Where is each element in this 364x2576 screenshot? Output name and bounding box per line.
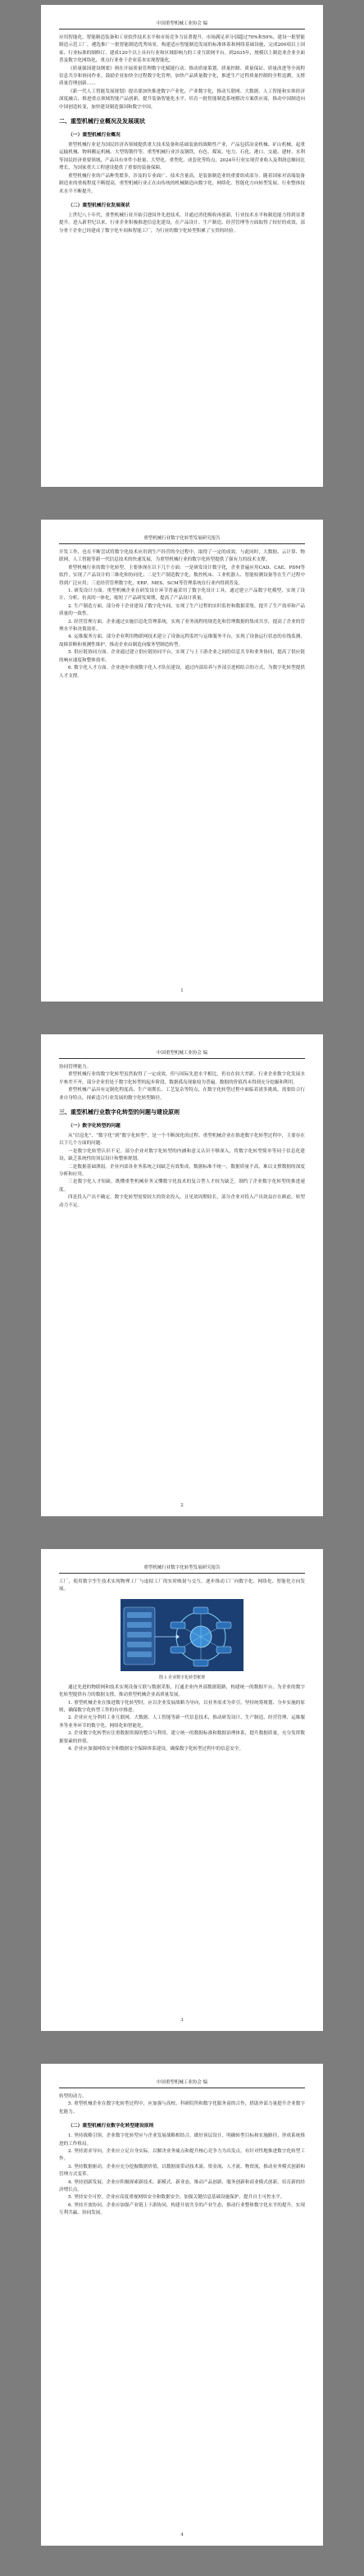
body-paragraph: 3. 坚持数据驱动。企业应充分挖掘数据价值，以数据流带动技术流、资金流、人才流、物资流，推动业务模式创新和管理方式变革。: [59, 2164, 305, 2178]
document-page: [41, 520, 323, 1002]
body-paragraph: 5. 重型机械企业在数字化转型过程中，应加强与高校、科研院所和数字化服务商的合作，借助外部力量提升企业数字化能力。: [59, 2101, 305, 2115]
body-paragraph: 上世纪八十年代，重型机械行业开始引进国外先进技术，并通过消化吸收再创新，行业技术水平和制造能力得到显著提升。进入新世纪以来，行业企业积极推进信息化建设，在产品设计、生产制造、经营管理等方面取得了较好的成效，部分骨干企业已经建成了数字化车间和智能工厂，为行业的数字化转型积累了宝贵的经验。: [59, 212, 305, 234]
body-paragraph: 转型的动力。: [59, 2094, 87, 2099]
body-paragraph: 重型机械行业的数字化转型，主要体现在以下几个方面：一是研发设计数字化，企业普遍应用CAD、CAE、PDM等软件，实现了产品设计的三维化和协同化；二是生产制造数字化，数控机床、工业机器人、智能检测设备等在生产过程中得到广泛应用；三是经营管理数字化，ERP、MES、SCM等管理系统在行业内得到普及。: [59, 565, 305, 586]
subsection-heading: （一）数字化转型的问题: [68, 1124, 121, 1129]
body-paragraph: 重型机械行业的数字化转型虽然取得了一定成效，但与国际先进水平相比，仍存在较大差距。行业企业数字化发展水平参差不齐，部分企业仍处于数字化转型的起步阶段，数据孤岛现象较为普遍，数据的价值尚未得到充分挖掘和利用。: [59, 1072, 305, 1085]
framework-diagram: [121, 1599, 243, 1671]
body-paragraph: 4. 企业应加强网络安全和数据安全保障体系建设，确保数字化转型过程中的信息安全。: [68, 1747, 244, 1752]
diagram-node: [193, 1607, 208, 1614]
body-paragraph: 重型机械行业的产品种类繁多，涉及的专业面广、技术含量高，是装备制造业的重要组成部分。随着国家对高端装备制造业的重视程度不断提高，重型机械行业正在由传统的机械制造向数字化、网络化、智能化方向转型发展，行业整体技术水平不断提升。: [59, 173, 305, 194]
body-paragraph: 三是数字化人才短缺。既懂重型机械业务又懂数字化技术的复合型人才较为缺乏，制约了企业数字化转型的推进速度。: [59, 1179, 305, 1193]
body-paragraph: 1. 重型机械企业在推进数字化转型时，应以企业发展战略为导向，以业务需求为牵引，坚持统筹规划、分步实施的原则，确保数字化转型工作的有序推进。: [59, 1700, 305, 1714]
body-paragraph: 6. 数字化人才方面。企业逐步重视数字化人才队伍建设，通过内部培养与外部引进相结合的方式，为数字化转型提供人才支撑。: [59, 666, 305, 679]
body-paragraph: 1. 坚持战略引领。企业数字化转型应与企业发展战略相结合，做好顶层设计，明确转型目标和实施路径，形成系统推进的工作格局。: [59, 2133, 305, 2147]
diagram-left-block: [127, 1622, 152, 1628]
body-paragraph: 工厂，使用数字孪生技术实现物理工厂与虚拟工厂的实时映射与交互，逐步推动工厂向数字化、网络化、智能化方向发展。: [59, 1579, 305, 1592]
body-paragraph: 从“信息化”、“数字化”到“数字化转型”，是一个不断深化的过程。重型机械企业在推进数字化转型过程中，主要存在以下几个方面的问题：: [59, 1134, 305, 1147]
diagram-node: [171, 1622, 185, 1629]
page-number: 3: [180, 2018, 184, 2023]
diagram-node: [193, 1660, 208, 1666]
body-paragraph: 《质量强国建设纲要》则在开展质量管理数字化赋能行动、推动质量策划、质量控制、质量保证、质量改进等全流程信息共享和协同作业，鼓励企业加快全过程数字化管理。加快产品质量数字化，推进生产过程质量控制的全程追溯，支撑质量管理创新……: [59, 66, 305, 87]
subsection-heading: （二）重型机械行业发展现状: [68, 202, 130, 208]
figure: [121, 1599, 243, 1671]
body-paragraph: 2. 坚持需求导向。企业应立足自身实际，以解决业务痛点和提升核心竞争力为出发点，有针对性地推进数字化转型工作。: [59, 2149, 305, 2162]
diagram-node: [216, 1622, 231, 1629]
diagram-node: [171, 1647, 185, 1653]
diagram-left-block: [127, 1651, 152, 1657]
body-paragraph: 开发工作，也在不断尝试将数字化技术应用到生产经营的全过程中，取得了一定的成效。与此同时，大数据、云计算、物联网、人工智能等新一代信息技术的快速发展，为重型机械行业的数字化转型提供了强有力的技术支撑。: [59, 550, 305, 563]
body-paragraph: 协同管理能力。: [59, 1065, 92, 1070]
running-header: 中国重型机械工业协会 编: [59, 2079, 305, 2088]
body-paragraph: 5. 供应链协同方面。企业通过建立供应链协同平台，实现了与上下游企业之间的信息共享和业务协同，提高了供应链的响应速度和整体效率。: [59, 650, 305, 663]
figure-caption: 图 1 企业数字化转型框架: [158, 1674, 206, 1680]
page-number: 4: [180, 2533, 184, 2537]
running-header: 重型机械行业数字化转型发展研究报告: [59, 1564, 305, 1574]
document-page: [41, 2064, 323, 2546]
page-number: 1: [180, 988, 184, 993]
body-paragraph: 应用智能化，智能制造装备和工业软件技术水平和市场竞争力显著提升，市场满足率分别超过70%和50%。建设一批智能制造示范工厂，遴选推广一批智能制造优秀场景，构建适应智能制造发展的标准体系和网络基础设施，完成200项以上国家、行业标准的制修订，建成120个以上具有行业和区域影响力的工业互联网平台。到2035年，规模以上制造业企业全面普及数字化网络化，重点行业骨干企业基本实现智能化。: [59, 35, 305, 64]
running-header: 重型机械行业数字化转型发展研究报告: [59, 534, 305, 544]
document-page: [41, 5, 323, 487]
diagram-left-block: [127, 1612, 152, 1618]
diagram-node: [216, 1647, 231, 1653]
body-paragraph: 4. 运维服务方面。部分企业利用物联网技术建立了设备远程监控与运维服务平台，实现了设备运行状态的在线监测、故障诊断和预测性维护，推动企业由制造向服务型制造转型。: [59, 634, 305, 647]
body-paragraph: 一是数字化转型认识不足。部分企业对数字化转型的内涵和意义认识不够深入，将数字化转型简单等同于信息化建设，缺乏系统性的顶层设计和整体规划。: [59, 1148, 305, 1162]
section-heading: 三、重型机械行业数字化转型的问题与建设原则: [59, 1109, 180, 1116]
body-paragraph: 重型机械产品具有定制化程度高、生产周期长、工艺复杂等特点，在数字化转型过程中面临着诸多挑战，需要结合行业自身特点，探索适合行业发展的数字化转型路径。: [59, 1088, 305, 1101]
document-page: [41, 1549, 323, 2031]
subsection-heading: （二）重型机械行业数字化转型建设原则: [68, 2124, 154, 2129]
body-paragraph: 通过先进的物联网和技术实现设备互联与数据采集，打通企业内外部数据链路，构建统一的数据平台，为企业的数字化转型提供有力的数据支撑，推动重型机械企业高质量发展。: [59, 1684, 305, 1698]
section-heading: 二、重型机械行业概况及发展现状: [59, 118, 145, 125]
body-paragraph: 5. 坚持安全可控。企业应高度重视网络安全和数据安全，加强关键信息基础设施保护，提升自主可控水平。: [68, 2195, 285, 2201]
diagram-left-block: [127, 1632, 152, 1638]
body-paragraph: 1. 研发设计方面。重型机械企业在研发设计环节普遍采用了数字化设计工具，通过建立产品数字化模型，实现了设计、分析、仿真的一体化，缩短了产品研发周期，提高了产品设计质量。: [59, 588, 305, 602]
running-header: 中国重型机械工业协会 编: [59, 1049, 305, 1059]
body-paragraph: 重型机械行业是为国民经济各领域提供重大技术装备和基础装备的战略性产业，产品包括冶金机械、矿山机械、起重运输机械、物料搬运机械、大型铸锻件等。重型机械行业涉及钢铁、有色、煤炭、电力、石化、港口、交通、建材、水利等国民经济重要领域，产品具有单件小批量、大型化、重型化、成套化等特点，2024年行业实现营业收入及利润总额同比增长，为国家重大工程建设提供了重要的装备保障。: [59, 143, 305, 171]
body-paragraph: 《新一代人工智能发展规划》提出要加快推进数字产业化、产业数字化，推动互联网、大数据、人工智能和实体经济深度融合，推进重点领域智能产品创新，提升装备智能化水平。培育一批智能制造系统解决方案供应商，推动中国制造向中国创造转变，加快建设制造强国和数字中国。: [59, 89, 305, 110]
body-paragraph: 2. 企业应充分利用工业互联网、大数据、人工智能等新一代信息技术，推动研发设计、生产制造、经营管理、运维服务等业务环节的数字化、网络化和智能化。: [59, 1715, 305, 1729]
body-paragraph: 四是投入产出不确定。数字化转型需要较大的资金投入，且见效周期较长，部分企业对投入产出效益存在顾虑，转型动力不足。: [59, 1195, 305, 1208]
body-paragraph: 3. 企业数字化转型应注重数据资源的整合与利用，建立统一的数据标准和数据治理体系，提升数据质量，充分发挥数据要素的价值。: [59, 1731, 305, 1744]
page-number: 2: [180, 1503, 184, 1508]
body-paragraph: 2. 生产制造方面。部分骨干企业建设了数字化车间，实现了生产过程的实时监控和数据采集，提升了生产效率和产品质量的一致性。: [59, 603, 305, 617]
body-paragraph: 4. 坚持创新发展。企业应积极探索新技术、新模式、新业态，推动产品创新、服务创新和商业模式创新，培育新的经济增长点。: [59, 2179, 305, 2193]
running-header: 中国重型机械工业协会 编: [59, 20, 305, 30]
body-paragraph: 3. 经营管理方面。企业通过实施信息化管理系统，实现了业务流程的规范化和管理数据的集成共享，提高了企业的管理水平和决策效率。: [59, 619, 305, 633]
diagram-left-block: [127, 1642, 152, 1647]
body-paragraph: 二是数据基础薄弱。企业内部各业务系统之间缺乏有效集成，数据标准不统一，数据质量不高，难以支撑数据的深度分析和应用。: [59, 1164, 305, 1178]
body-paragraph: 6. 坚持开放协同。企业应加强产业链上下游协同，构建开放共享的产业生态，推动行业整体数字化水平的提升，实现互利共赢、协同发展。: [59, 2202, 305, 2216]
document-page: [41, 1034, 323, 1516]
subsection-heading: （一）重型机械行业概况: [68, 133, 121, 139]
